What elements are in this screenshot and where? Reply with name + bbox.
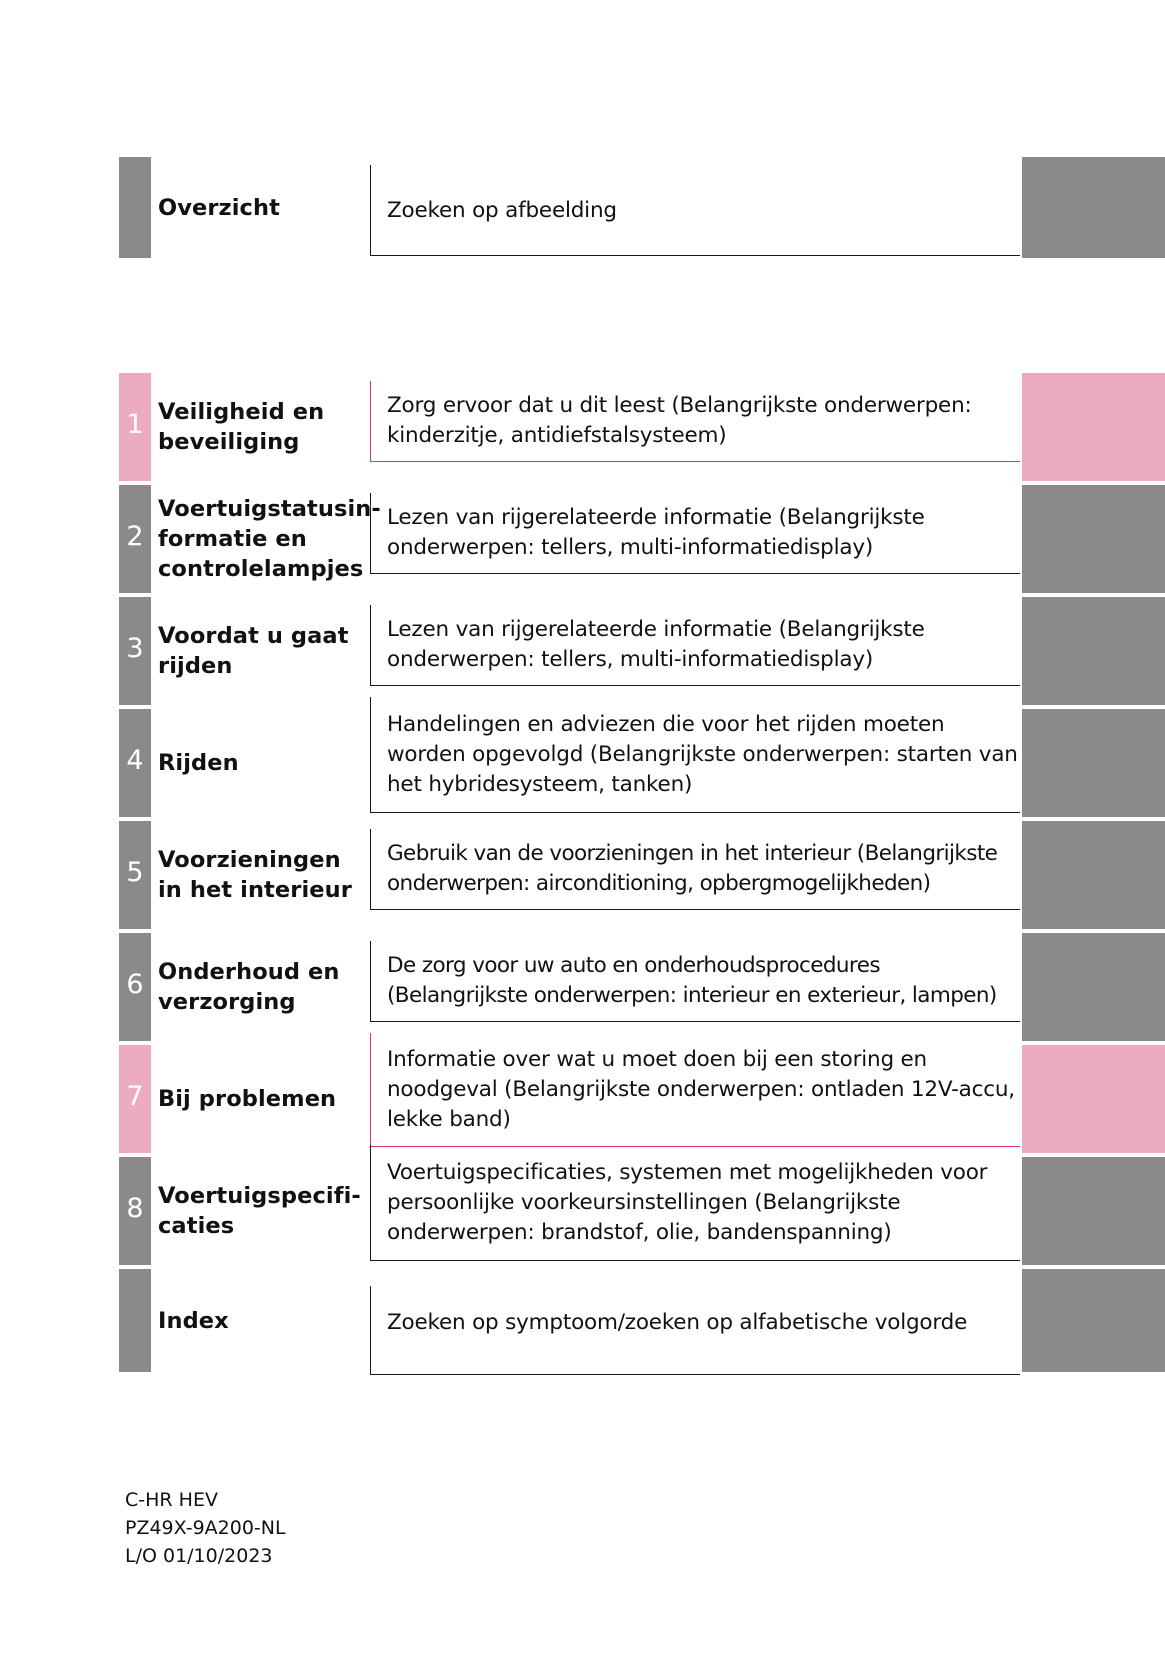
thumb-tab[interactable] bbox=[1022, 821, 1165, 929]
section-title: Bij problemen bbox=[158, 1086, 337, 1112]
section-number-bar: 6 bbox=[119, 933, 151, 1041]
section-description: Zoeken op symptoom/zoeken op alfabetische volgorde bbox=[387, 1310, 968, 1335]
section-title: Voorzieningen in het interieur bbox=[158, 847, 352, 903]
toc-section-7[interactable] bbox=[0, 1045, 1165, 1153]
section-number-bar: 2 bbox=[119, 485, 151, 593]
section-description: Handelingen en adviezen die voor het rijden moeten worden opgevolgd (Belangrijkste onderwerpen: starten van het hybridesysteem, tanken) bbox=[387, 711, 1018, 797]
thumb-tab[interactable] bbox=[1022, 1045, 1165, 1153]
section-description: Gebruik van de voorzieningen in het interieur (Belangrijkste onderwerpen: airconditioning, opbergmogelijkheden) bbox=[387, 841, 998, 896]
section-number-bar: 3 bbox=[119, 597, 151, 705]
section-title: Voertuigspecifi-caties bbox=[158, 1183, 361, 1239]
section-description: De zorg voor uw auto en onderhoudsprocedures (Belangrijkste onderwerpen: interieur en exterieur, lampen) bbox=[387, 953, 997, 1008]
toc-section-overzicht[interactable] bbox=[0, 157, 1165, 258]
section-description: Voertuigspecificaties, systemen met mogelijkheden voor persoonlijke voorkeursinstellingen (Belangrijkste onderwerpen: brandstof, olie, bandenspanning) bbox=[387, 1159, 988, 1245]
section-description: Lezen van rijgerelateerde informatie (Belangrijkste onderwerpen: tellers, multi-informatiedisplay) bbox=[387, 617, 925, 672]
section-number-bar: 7 bbox=[119, 1045, 151, 1153]
section-description: Zorg ervoor dat u dit leest (Belangrijkste onderwerpen: kinderzitje, antidiefstalsysteem) bbox=[387, 393, 972, 448]
thumb-tab[interactable] bbox=[1022, 1157, 1165, 1265]
section-description-box bbox=[370, 1286, 1020, 1375]
thumb-tab[interactable] bbox=[1022, 373, 1165, 481]
section-description-box bbox=[370, 697, 1020, 813]
section-description-box bbox=[370, 1033, 1020, 1147]
section-number-bar: 4 bbox=[119, 709, 151, 817]
section-number-bar: 5 bbox=[119, 821, 151, 929]
section-description: Lezen van rijgerelateerde informatie (Belangrijkste onderwerpen: tellers, multi-informatiedisplay) bbox=[387, 505, 925, 560]
toc-section-8[interactable] bbox=[0, 1157, 1165, 1265]
thumb-tab[interactable] bbox=[1022, 485, 1165, 593]
toc-section-3[interactable] bbox=[0, 597, 1165, 705]
toc-section-6[interactable] bbox=[0, 933, 1165, 1041]
toc-section-index[interactable] bbox=[0, 1269, 1165, 1372]
section-description: Informatie over wat u moet doen bij een storing en noodgeval (Belangrijkste onderwerpen: ontladen 12V-accu, lekke band) bbox=[387, 1046, 1015, 1132]
thumb-tab[interactable] bbox=[1022, 709, 1165, 817]
section-description-box bbox=[370, 605, 1020, 686]
toc-section-4[interactable] bbox=[0, 709, 1165, 817]
section-number-bar bbox=[119, 157, 151, 258]
footer-model: C-HR HEV bbox=[125, 1489, 218, 1511]
section-title: Voordat u gaat rijden bbox=[158, 623, 349, 679]
thumb-tab[interactable] bbox=[1022, 1269, 1165, 1372]
section-description-box bbox=[370, 941, 1020, 1022]
thumb-tab[interactable] bbox=[1022, 597, 1165, 705]
section-description-box bbox=[370, 165, 1020, 256]
section-number-bar: 8 bbox=[119, 1157, 151, 1265]
thumb-tab[interactable] bbox=[1022, 157, 1165, 258]
section-title: Onderhoud en verzorging bbox=[158, 959, 340, 1015]
section-number-bar bbox=[119, 1269, 151, 1372]
section-description-box bbox=[370, 381, 1020, 462]
toc-section-5[interactable] bbox=[0, 821, 1165, 929]
section-title: Rijden bbox=[158, 750, 239, 776]
section-description-box bbox=[370, 1145, 1020, 1261]
section-description-box bbox=[370, 829, 1020, 910]
section-title: Index bbox=[158, 1307, 229, 1334]
section-title: Overzicht bbox=[158, 194, 280, 221]
toc-section-2[interactable] bbox=[0, 485, 1165, 593]
thumb-tab[interactable] bbox=[1022, 933, 1165, 1041]
toc-section-1[interactable] bbox=[0, 373, 1165, 481]
footer-date: L/O 01/10/2023 bbox=[125, 1545, 273, 1567]
section-description: Zoeken op afbeelding bbox=[387, 198, 617, 223]
section-number-bar: 1 bbox=[119, 373, 151, 481]
document-footer bbox=[125, 1486, 286, 1570]
section-title: Veiligheid en beveiliging bbox=[158, 399, 325, 455]
section-description-box bbox=[370, 493, 1020, 574]
section-title: Voertuigstatusin-formatie en controlelampjes bbox=[158, 496, 381, 582]
footer-code: PZ49X-9A200-NL bbox=[125, 1517, 286, 1539]
